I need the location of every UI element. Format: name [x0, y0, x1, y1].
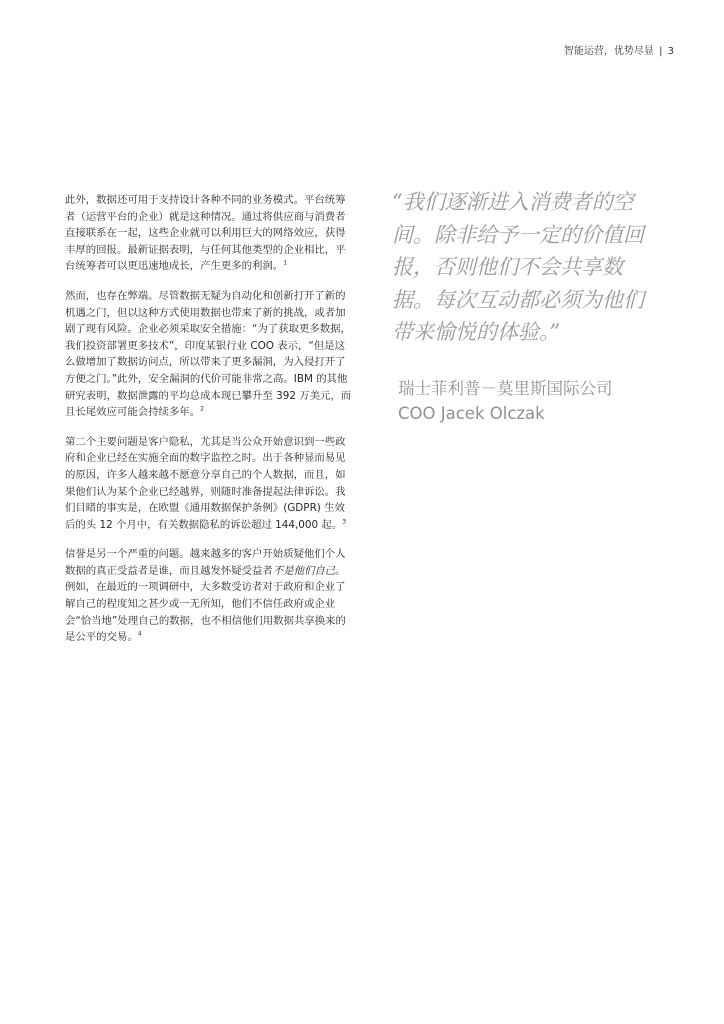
- body-column: [65, 192, 355, 659]
- page-header: [564, 42, 674, 57]
- attribution-person: COO Jacek Olczak: [398, 404, 545, 423]
- body-paragraph-4: [65, 546, 355, 646]
- paragraph-text: 第二个主要问题是客户隐私，尤其是当公众开始意识到一些政府和企业已经在实施全面的数字监控之时。出于各种显而易见的原因，许多人越来越不愿意分享自己的个人数据，而且，如果他们认为某个企业已经越界，则随时准备提起法律诉讼。我们目睹的事实是，在欧盟《通用数据保护条例》(GDPR) 生效后的头 12 个月中，有关数据隐私的诉讼超过 144,000 起。: [65, 435, 346, 531]
- header-title: 智能运营，优势尽显: [563, 46, 654, 57]
- body-paragraph-2: [65, 288, 355, 421]
- body-paragraph-1: [65, 192, 355, 275]
- pull-quote: “我们逐渐进入消费者的空间。除非给予一定的价值回报，否则他们不会共享数据。每次互动都必须为他们带来愉悦的体验。”: [392, 190, 644, 344]
- paragraph-text: 然而，也存在弊端。尽管数据无疑为自动化和创新打开了新的机遇之门，但以这种方式使用数据也带来了新的挑战，或者加剧了现有风险。企业必须采取安全措施：“为了获取更多数据，我们投资部署更多技术”，印度某银行业 COO 表示，“但是这么做增加了数据访问点，所以带来了更多漏洞，为入侵打开了方便之门。”此外，安全漏洞的代价可能非常之高。IBM 的其他研究表明，数据泄露的平均总成本现已攀升至 392 万美元，而且长尾效应可能会持续多年。: [65, 289, 352, 419]
- header-separator: |: [659, 46, 663, 57]
- attribution-organization: 瑞士菲利普－莫里斯国际公司: [398, 379, 613, 398]
- footnote-ref-1: 1: [283, 259, 288, 267]
- footnote-ref-3: 3: [342, 518, 347, 526]
- emphasis-text: 不是他们自己: [272, 564, 336, 577]
- paragraph-text: 。例如，在最近的一项调研中，大多数受访者对于政府和企业了解自己的程度知之甚少或一无所知，他们不信任政府或企业会“恰当地”处理自己的数据，也不相信他们用数据共享换来的是公平的交易。: [65, 564, 346, 644]
- footnote-ref-4: 4: [137, 630, 142, 638]
- paragraph-text: 此外，数据还可用于支持设计各种不同的业务模式。平台统筹者（运营平台的企业）就是这种情况。通过将供应商与消费者直接联系在一起，这些企业就可以利用巨大的网络效应，获得丰厚的回报。最新证据表明，与任何其他类型的企业相比，平台统筹者可以更迅速地成长，产生更多的利润。: [65, 194, 346, 273]
- paragraph-text: 信誉是另一个严重的问题。越来越多的客户开始质疑他们个人数据的真正受益者是谁，而且越发怀疑受益者: [65, 548, 346, 577]
- footnote-ref-2: 2: [200, 405, 204, 413]
- body-paragraph-3: [65, 434, 355, 534]
- quote-attribution: [398, 376, 688, 426]
- page-number: 3: [667, 46, 674, 57]
